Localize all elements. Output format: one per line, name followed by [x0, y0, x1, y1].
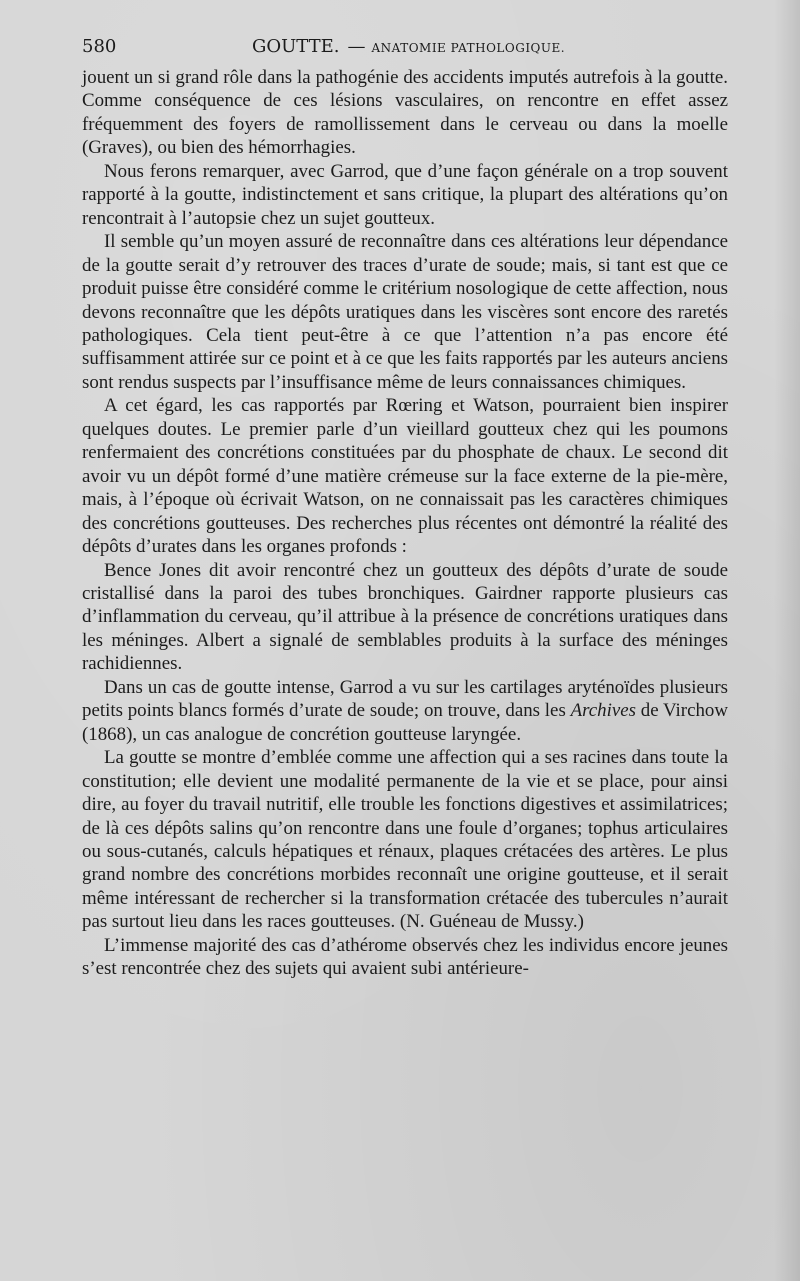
paragraph-5: Bence Jones dit avoir rencontré chez un goutteux des dépôts d’urate de soude cristallisé dans la paroi des tubes bronchiques. Gairdner rapporte plusieurs cas d’inflammation du cerveau, qu’il attribue à la présence de concrétions uratiques dans les méninges. Albert a signalé de semblables produits à la surface des méninges rachidiennes.: [82, 559, 728, 675]
paragraph-3: Il semble qu’un moyen assuré de reconnaître dans ces altérations leur dépendance de la goutte serait d’y retrouver des traces d’urate de soude; mais, si tant est que ce produit puisse être considéré comme le critérium nosologique de cette affection, nous devons reconnaître que les dépôts uratiques dans les viscères sont encore des raretés pathologiques. Cela tient peut-être à ce que l’attention n’a pas encore été suffisamment attirée sur ce point et à ce que les faits rapportés par les auteurs anciens sont rendus suspects par l’insuffisance même de leurs connaissances chimiques.: [82, 231, 728, 393]
page-edge-shadow: [774, 0, 800, 1281]
paragraph-4: A cet égard, les cas rapportés par Rœring et Watson, pourraient bien inspirer quelques doutes. Le premier parle d’un vieillard goutteux chez qui les poumons renfermaient des concrétions constituées par du phosphate de chaux. Le second dit avoir vu un dépôt formé d’une matière crémeuse sur la face externe de la pie-mère, mais, à l’époque où écrivait Watson, on ne connaissait pas les caractères chimiques des concrétions goutteuses. Des recherches plus récentes ont démontré la réalité des dépôts d’urates dans les organes profonds :: [82, 395, 728, 558]
running-title-section: ANATOMIE PATHOLOGIQUE.: [371, 41, 566, 55]
paragraph-6-text-end: de Virchow (1868), un cas analogue de concrétion goutteuse laryngée.: [82, 700, 728, 745]
page-number: 580: [82, 36, 117, 57]
archives-title: Archives: [570, 700, 636, 722]
paragraph-1: jouent un si grand rôle dans la pathogénie des accidents imputés autrefois à la goutte. Comme conséquence de ces lésions vasculaires, on rencontre en effet assez fréquemment des foyers de ramollissement dans le cerveau ou dans la moelle (Graves), ou bien des hémorrhagies.: [82, 67, 728, 159]
paragraph-6-text-start: Dans un cas de goutte intense, Garrod a vu sur les cartilages aryténoïdes plusieurs petits points blancs formés d’urate de soude; on trouve, dans les: [82, 676, 728, 722]
body-text: [82, 66, 728, 981]
paragraph-8: L’immense majorité des cas d’athérome observés chez les individus encore jeunes s’est rencontrée chez des sujets qui avaient subi antérieure-: [82, 934, 728, 980]
running-title-separator: —: [347, 36, 366, 57]
paragraph-2: Nous ferons remarquer, avec Garrod, que d’une façon générale on a trop souvent rapporté à la goutte, indistinctement et sans critique, la plupart des altérations qu’on rencontrait à l’autopsie chez un sujet goutteux.: [82, 160, 728, 229]
paragraph-6: [82, 676, 728, 746]
paragraph-7: La goutte se montre d’emblée comme une affection qui a ses racines dans toute la constitution; elle devient une modalité permanente de la vie et se place, pour ainsi dire, au foyer du travail nutritif, elle trouble les fonctions digestives et assimilatrices; de là ces dépôts salins qu’on rencontre dans une foule d’organes; tophus articulaires ou sous-cutanés, calculs hépatiques et rénaux, plaques crétacées des artères. Le plus grand nombre des concrétions morbides reconnaît une origine goutteuse, et il serait même intéressant de rechercher si la transformation crétacée des tubercules n’aurait pas surtout lieu dans les races goutteuses. (N. Guéneau de Mussy.): [82, 747, 728, 933]
running-title: [252, 36, 565, 57]
running-title-main: GOUTTE.: [252, 36, 340, 57]
running-header: [82, 36, 728, 62]
